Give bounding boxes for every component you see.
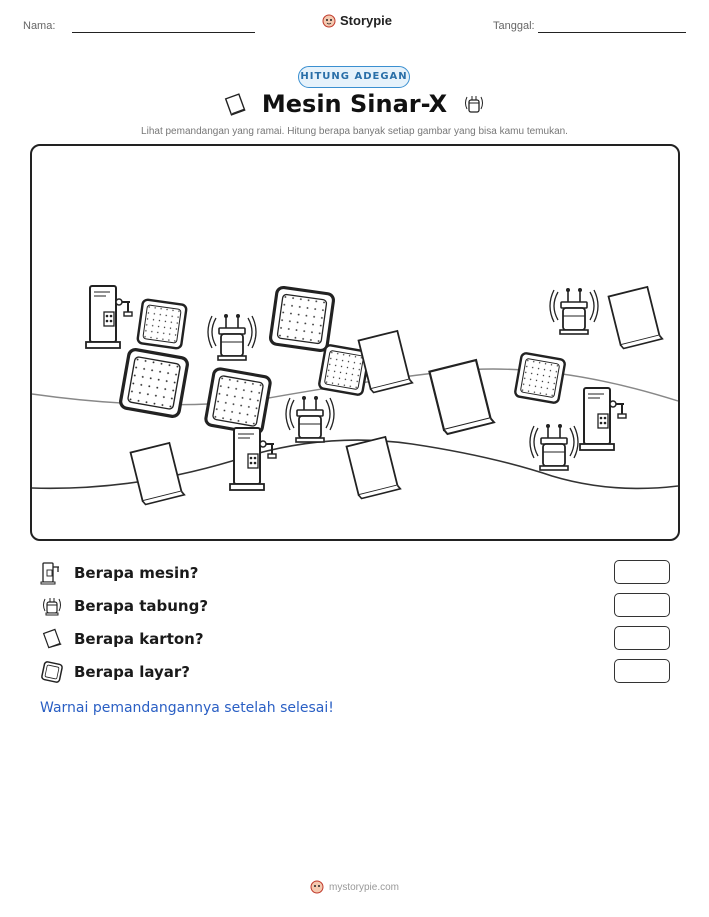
instructions: Lihat pemandangan yang ramai. Hitung berapa banyak setiap gambar yang bisa kamu temukan. [141,126,568,137]
answer-box-tube[interactable] [614,593,670,617]
cardboard-item [429,360,494,435]
question-row-machine [40,560,670,586]
screen-item [137,299,187,349]
cardboard-icon [40,627,64,651]
cardboard-item [359,330,413,393]
page-title [0,90,709,118]
tube-icon [40,594,64,618]
cardboard-item [131,442,185,505]
date-label: Tanggal: [493,20,535,32]
coloring-note: Warnai pemandangannya setelah selesai! [40,700,334,716]
brand-logo [322,13,392,28]
screen-item [120,349,189,418]
brand-name: Storypie [340,13,393,28]
screen-icon [40,660,64,684]
site-url[interactable]: mystorypie.com [328,881,399,893]
cardboard-item [347,436,401,499]
storypie-icon [322,14,336,28]
machine-item [580,388,626,450]
tube-item [286,396,334,442]
cardboard-item [609,286,663,349]
tube-item [550,288,598,334]
answer-box-machine[interactable] [614,560,670,584]
tube-icon [461,91,487,117]
question-label: Berapa tabung? [74,597,209,615]
machine-item [86,286,132,348]
title-text: Mesin Sinar-X [261,90,448,118]
scene-illustration [32,146,678,539]
question-label: Berapa layar? [74,663,191,681]
activity-tag: HITUNG ADEGAN [298,66,410,88]
counting-scene[interactable] [30,144,680,541]
answer-box-cardboard[interactable] [614,626,670,650]
storypie-icon [310,880,324,894]
question-label: Berapa karton? [74,630,204,648]
cardboard-icon [222,91,248,117]
screen-item [515,353,566,404]
answer-box-screen[interactable] [614,659,670,683]
name-label: Nama: [23,20,56,32]
name-line[interactable] [72,32,255,33]
machine-item [230,428,276,490]
question-row-screen [40,659,670,685]
question-row-tube [40,593,670,619]
date-line[interactable] [538,32,686,33]
screen-item [205,368,271,434]
tube-item [208,314,256,360]
question-row-cardboard [40,626,670,652]
machine-icon [40,561,64,585]
question-label: Berapa mesin? [74,564,199,582]
site-footer [0,880,709,894]
tube-item [530,424,578,470]
screen-item [270,287,335,352]
